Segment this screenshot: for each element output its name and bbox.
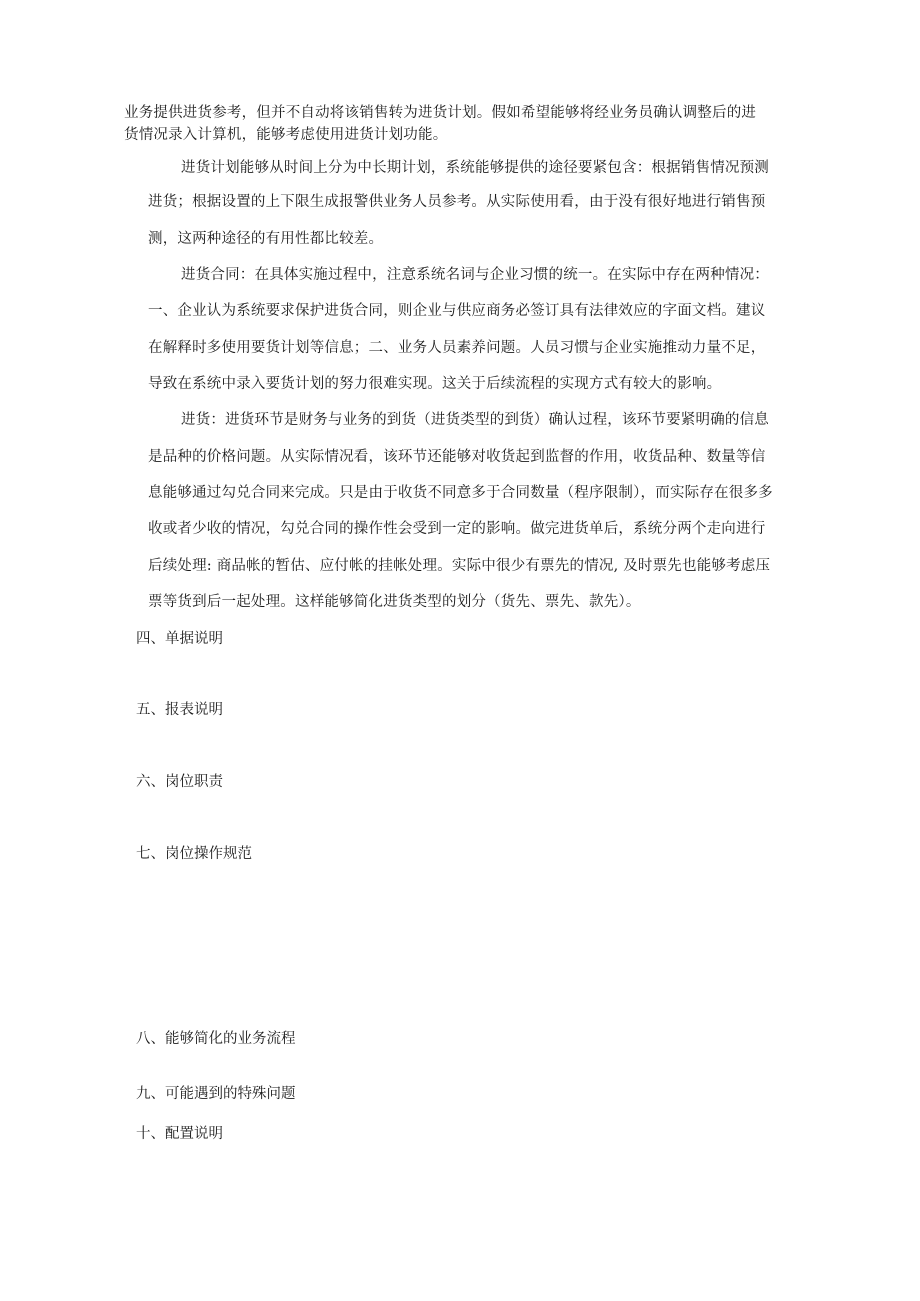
contract-line-4: 导致在系统中录入要货计划的努力很难实现。这关于后续流程的实现方式有较大的影响。 bbox=[148, 376, 722, 392]
receipt-line-6: 票等货到后一起处理。这样能够简化进货类型的划分（货先、票先、款先）。 bbox=[148, 594, 641, 610]
receipt-line-4: 收或者少收的情况，勾兑合同的操作性会受到一定的影响。做完进货单后，系统分两个走向进行 bbox=[148, 521, 766, 537]
receipt-line-1: 进货：进货环节是财务与业务的到货（进货类型的到货）确认过程，该环节要紧明确的信息 bbox=[181, 412, 769, 428]
contract-line-2: 一、企业认为系统要求保护进货合同，则企业与供应商务必签订具有法律效应的字面文档。建议 bbox=[148, 303, 766, 319]
section-heading-4: 四、单据说明 bbox=[136, 631, 223, 647]
receipt-line-3: 息能够通过勾兑合同来完成。只是由于收货不同意多于合同数量（程序限制），而实际存在很多多 bbox=[148, 485, 773, 501]
contract-line-3: 在解释时多使用要货计划等信息；二、业务人员素养问题。人员习惯与企业实施推动力量不足， bbox=[148, 340, 766, 356]
section-heading-8: 八、能够简化的业务流程 bbox=[136, 1031, 296, 1047]
section-heading-10: 十、配置说明 bbox=[136, 1126, 223, 1142]
plan-line-1: 进货计划能够从时间上分为中长期计划，系统能够提供的途径要紧包含：根据销售情况预测 bbox=[181, 160, 769, 176]
intro-line-1: 业务提供进货参考，但并不自动将该销售转为进货计划。假如希望能够将经业务员确认调整后的进 bbox=[124, 105, 757, 121]
intro-line-2: 货情况录入计算机，能够考虑使用进货计划功能。 bbox=[124, 127, 448, 143]
section-heading-6: 六、岗位职责 bbox=[136, 774, 223, 790]
section-heading-7: 七、岗位操作规范 bbox=[136, 846, 252, 862]
receipt-line-5: 后续处理: 商品帐的暂估、应付帐的挂帐处理。实际中很少有票先的情况, 及时票先也能够考虑压 bbox=[148, 558, 771, 574]
receipt-line-2: 是品种的价格问题。从实际情况看，该环节还能够对收货起到监督的作用，收货品种、数量等信 bbox=[148, 449, 766, 465]
section-heading-9: 九、可能遇到的特殊问题 bbox=[136, 1086, 296, 1102]
plan-line-3: 测，这两种途径的有用性都比较差。 bbox=[148, 231, 384, 247]
section-heading-5: 五、报表说明 bbox=[136, 702, 223, 718]
plan-line-2: 进货；根据设置的上下限生成报警供业务人员参考。从实际使用看，由于没有很好地进行销售预 bbox=[148, 194, 766, 210]
contract-line-1: 进货合同：在具体实施过程中，注意系统名词与企业习惯的统一。在实际中存在两种情况： bbox=[181, 267, 769, 283]
